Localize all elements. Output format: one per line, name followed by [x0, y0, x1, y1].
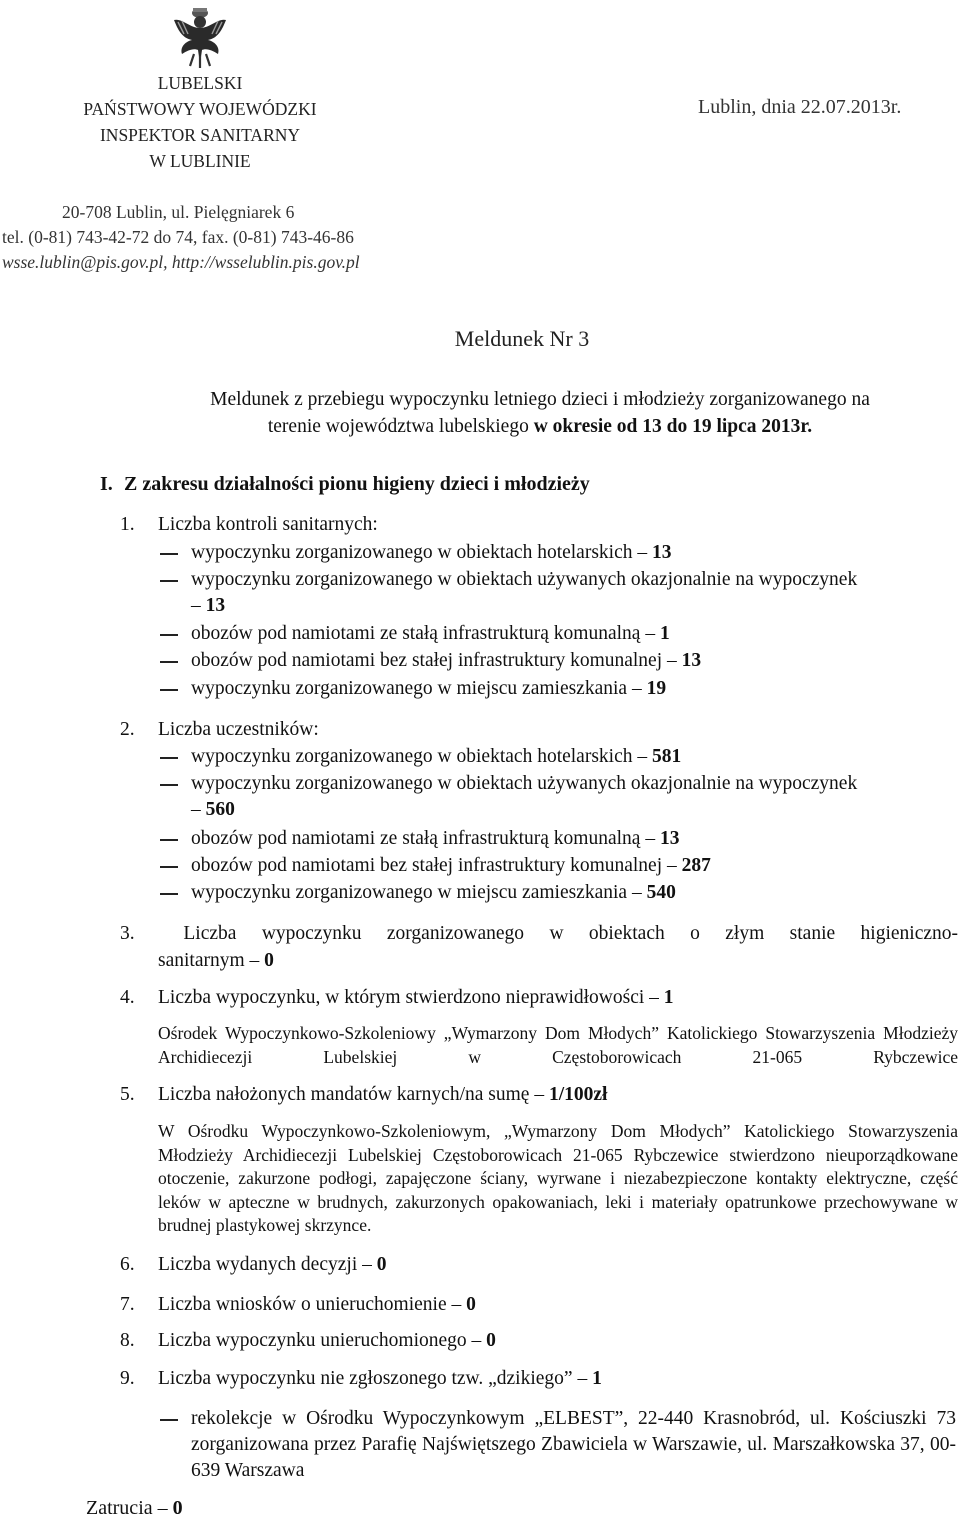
office-line: INSPEKTOR SANITARNY: [99, 125, 301, 145]
contact-block: [2, 200, 360, 275]
item-4-note: Ośrodek Wypoczynkowo-Szkoleniowy „Wymarzony Dom Młodych” Katolickiego Stowarzyszenia Młodzieży Archidiecezji Lubelskiej w Częstoborowicach 21-065 Rybczewice: [158, 1023, 958, 1067]
word: zorganizowanego: [386, 923, 525, 944]
item-label: Liczba uczestników:: [158, 719, 319, 740]
bullet-value: 540: [646, 882, 676, 903]
dash-bullet: [160, 757, 178, 759]
dash-sep: –: [649, 987, 664, 1008]
item-4-heading: [120, 985, 674, 1011]
bullet-value: 581: [652, 746, 682, 767]
bullet-text: obozów pod namiotami ze stałą infrastrukturą komunalną: [191, 623, 646, 644]
dash-sep: –: [645, 623, 660, 644]
item-number: 1.: [120, 514, 135, 535]
word: Liczba: [183, 923, 237, 944]
item-7: [120, 1292, 476, 1318]
bullet-text: obozów pod namiotami ze stałą infrastrukturą komunalną: [191, 828, 646, 849]
dash-sep: –: [191, 799, 206, 820]
word: wypoczynku: [261, 923, 362, 944]
item-1-heading: [120, 512, 378, 538]
document-title: Meldunek Nr 3: [454, 326, 590, 351]
bullet-value: 13: [681, 650, 702, 671]
item-label: Liczba kontroli sanitarnych:: [158, 514, 378, 535]
list-item: [160, 1406, 960, 1484]
item-number: 4.: [120, 987, 135, 1008]
list-item: [160, 648, 960, 674]
item-3-line-2: [120, 947, 958, 974]
list-item: [160, 853, 960, 879]
bullet-value: 1: [659, 623, 670, 644]
item-6: [120, 1252, 387, 1278]
item-label: Liczba wypoczynku nie zgłoszonego tzw. „dzikiego”: [158, 1368, 578, 1389]
item-number: 8.: [120, 1330, 135, 1351]
bullet-text: wypoczynku zorganizowanego w miejscu zamieszkania: [191, 882, 632, 903]
dash-sep: –: [645, 828, 660, 849]
subtitle-line-2: [140, 413, 940, 440]
bullet-text: obozów pod namiotami bez stałej infrastruktury komunalnej: [191, 855, 668, 876]
word: obiektach: [588, 923, 665, 944]
bullet-text: wypoczynku zorganizowanego w obiektach używanych okazjonalnie na wypoczynek: [191, 773, 858, 794]
dash-bullet: [160, 866, 178, 868]
item-5-heading: [120, 1082, 607, 1108]
office-line: W LUBLINIE: [149, 151, 251, 171]
item-number: 5.: [120, 1084, 135, 1105]
list-item: [160, 826, 960, 852]
item-value: 0: [264, 950, 274, 971]
list-item: [160, 621, 960, 647]
item-label: Liczba wniosków o unieruchomienie: [158, 1294, 452, 1315]
item-number: 6.: [120, 1254, 135, 1275]
dash-bullet: [160, 580, 178, 582]
section-title: Z zakresu działalności pionu higieny dzieci i młodzieży: [124, 473, 590, 495]
polish-eagle-emblem-icon: [172, 4, 228, 70]
dash-sep: –: [362, 1254, 377, 1275]
list-item: [160, 880, 960, 906]
dash-sep: –: [631, 882, 647, 903]
office-line: PAŃSTWOWY WOJEWÓDZKI: [83, 99, 317, 119]
item-number: 2.: [120, 719, 135, 740]
footer-label: Zatrucia: [86, 1497, 158, 1519]
bullet-text: wypoczynku zorganizowanego w obiektach hotelarskich: [191, 746, 638, 767]
item-8: [120, 1328, 496, 1354]
item-3-line-1: [120, 920, 958, 947]
item-label: Liczba nałożonych mandatów karnych/na sumę: [158, 1084, 535, 1105]
dash-sep: –: [631, 678, 647, 699]
subtitle-line-1: Meldunek z przebiegu wypoczynku letniego dzieci i młodzieży zorganizowanego na: [210, 389, 870, 410]
bullet-text: wypoczynku zorganizowanego w obiektach używanych okazjonalnie na wypoczynek: [191, 569, 858, 590]
bullet-value: 13: [205, 595, 226, 616]
bullet-value: 287: [681, 855, 711, 876]
bullet-value: 13: [659, 828, 680, 849]
item-value: 0: [486, 1330, 496, 1351]
item-9-heading: [120, 1366, 602, 1392]
subtitle-period: w okresie od 13 do 19 lipca 2013r.: [533, 416, 813, 437]
dash-sep: –: [637, 746, 652, 767]
list-item: [160, 540, 960, 566]
item-3: [120, 920, 958, 974]
dash-sep: –: [577, 1368, 593, 1389]
dash-sep: –: [534, 1084, 549, 1105]
list-item: [160, 567, 960, 619]
item-value: 1: [663, 987, 674, 1008]
dash-sep: –: [471, 1330, 487, 1351]
bullet-text: rekolekcje w Ośrodku Wypoczynkowym „ELBEST”, 22-440 Krasnobród, ul. Kościuszki 73 zorganizowana przez Parafię Najświętszego Zbawiciela w Warszawie, ul. Marszałkowska 37, 00-639 Warszawa: [191, 1408, 956, 1481]
dash-bullet: [160, 893, 178, 895]
section-heading: [100, 473, 590, 496]
item-label: Liczba wydanych decyzji: [158, 1254, 363, 1275]
dash-sep: –: [249, 950, 265, 971]
dash-bullet: [160, 661, 178, 663]
item-2-heading: [120, 717, 319, 743]
item-value: 0: [466, 1294, 476, 1315]
word: o: [690, 923, 700, 944]
bullet-value: 560: [205, 799, 235, 820]
dash-bullet: [160, 784, 178, 786]
office-name-block: [40, 70, 360, 174]
dash-sep: –: [157, 1497, 173, 1519]
bullet-text: wypoczynku zorganizowanego w obiektach hotelarskich: [191, 542, 638, 563]
bullet-text: wypoczynku zorganizowanego w miejscu zamieszkania: [191, 678, 632, 699]
phone-fax: tel. (0-81) 743-42-72 do 74, fax. (0-81) 743-46-86: [2, 227, 354, 247]
document-subtitle: [140, 386, 940, 440]
item-label: Liczba wypoczynku, w którym stwierdzono nieprawidłowości: [158, 987, 650, 1008]
list-item: [160, 771, 960, 823]
bullet-value: 19: [646, 678, 667, 699]
postal-address: 20-708 Lublin, ul. Pielęgniarek 6: [62, 202, 295, 222]
dash-sep: –: [667, 855, 682, 876]
item-value: 0: [376, 1254, 387, 1275]
word: w: [549, 923, 564, 944]
item-label: Liczba wypoczynku unieruchomionego: [158, 1330, 472, 1351]
item-value: 1: [592, 1368, 602, 1389]
item-value: 1/100zł: [548, 1084, 608, 1105]
email-website: wsse.lublin@pis.gov.pl, http://wsselublin.pis.gov.pl: [2, 252, 360, 272]
item-number: 3.: [120, 923, 135, 944]
item-text: sanitarnym: [158, 950, 250, 971]
dash-bullet: [160, 1419, 178, 1421]
dash-bullet: [160, 634, 178, 636]
dash-bullet: [160, 839, 178, 841]
list-item: [160, 744, 960, 770]
dash-bullet: [160, 689, 178, 691]
footer-value: 0: [172, 1497, 183, 1519]
item-number: 7.: [120, 1294, 135, 1315]
bullet-value: 13: [652, 542, 672, 563]
dash-sep: –: [191, 595, 206, 616]
list-item: [160, 676, 960, 702]
item-number: 9.: [120, 1368, 135, 1389]
poisoning-count: [86, 1497, 183, 1520]
dash-sep: –: [637, 542, 652, 563]
dash-sep: –: [667, 650, 682, 671]
dash-bullet: [160, 553, 178, 555]
bullet-text: obozów pod namiotami bez stałej infrastruktury komunalnej: [191, 650, 668, 671]
dash-sep: –: [451, 1294, 467, 1315]
subtitle-plain: terenie województwa lubelskiego: [267, 416, 534, 437]
word: stanie: [789, 923, 836, 944]
document-date: Lublin, dnia 22.07.2013r.: [698, 96, 902, 118]
office-line: LUBELSKI: [157, 73, 243, 93]
word: złym: [725, 923, 765, 944]
section-number: I.: [100, 473, 113, 495]
item-5-note: W Ośrodku Wypoczynkowo-Szkoleniowym, „Wymarzony Dom Młodych” Katolickiego Stowarzyszenia Młodzieży Archidiecezji Lubelskiej Częstoborowicach 21-065 Rybczewice stwierdzono nieuporządkowane otoczenie, zakurzone podłogi, zapajęczone ściany, wyrwane i niezabezpieczone kontakty elektryczne, część leków w apteczne w brudnych, zakurzonych opakowaniach, leki i materiały opatrunkowe przechowywane w brudnej plastykowej skrzynce.: [158, 1121, 958, 1235]
word: higieniczno-: [860, 923, 958, 944]
